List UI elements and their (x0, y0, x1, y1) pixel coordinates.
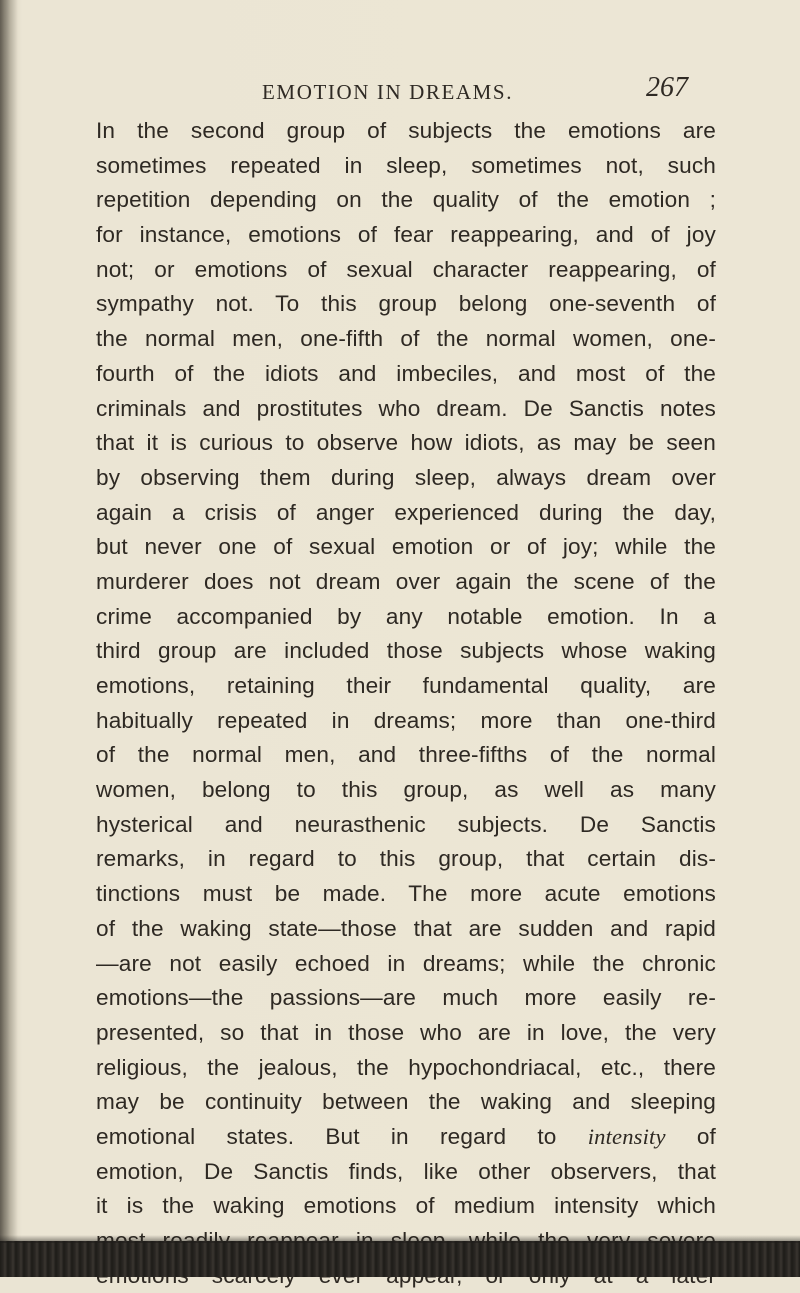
text-line: emotions, retaining their fundamental quality, are (96, 673, 716, 698)
text-line: for instance, emotions of fear reappearing, and of joy (96, 222, 716, 248)
italic-word: intensity (587, 1123, 666, 1149)
text-line: criminals and prostitutes who dream. De Sanctis notes (96, 395, 716, 421)
text-line: again a crisis of anger experienced during the day, (96, 499, 716, 525)
text-line: In the second group of subjects the emotions are (96, 118, 716, 143)
text-line: remarks, in regard to this group, that certain dis- (96, 846, 716, 872)
text-line: third group are included those subjects whose waking (96, 638, 716, 664)
text-line: sometimes repeated in sleep, sometimes not, such (96, 152, 716, 178)
text-line: tinctions must be made. The more acute emotions (96, 881, 716, 907)
text-line: habitually repeated in dreams; more than one-third (96, 707, 716, 733)
text-line: presented, so that in those who are in love, the very (96, 1019, 716, 1045)
text-line-head: emotional states. But in regard to (96, 1123, 557, 1149)
running-head: EMOTION IN DREAMS. (262, 80, 514, 104)
page-header (0, 68, 800, 108)
text-line: that it is curious to observe how idiots, as may be seen (96, 430, 716, 456)
text-line: —are not easily echoed in dreams; while the chronic (96, 950, 716, 976)
text-line: by observing them during sleep, always dream over (96, 464, 716, 490)
page-number: 267 (646, 72, 688, 103)
text-line: of the waking state—those that are sudden and rapid (96, 915, 716, 941)
text-line: fourth of the idiots and imbeciles, and most of the (96, 360, 716, 386)
text-line: it is the waking emotions of medium intensity which (96, 1193, 716, 1219)
text-line: emotions—the passions—are much more easily re- (96, 985, 716, 1011)
text-line: the normal men, one-fifth of the normal women, one- (96, 326, 716, 352)
text-line: women, belong to this group, as well as many (96, 777, 716, 803)
binding-shadow (0, 0, 18, 1277)
body-text (96, 114, 716, 1293)
text-line-tail: of (696, 1123, 716, 1149)
text-line: of the normal men, and three-fifths of the normal (96, 742, 716, 768)
text-line: emotion, De Sanctis finds, like other observers, that (96, 1158, 716, 1184)
text-line: not; or emotions of sexual character reappearing, of (96, 256, 716, 282)
text-line: hysterical and neurasthenic subjects. De Sanctis (96, 811, 716, 837)
text-line: may be continuity between the waking and sleeping (96, 1089, 716, 1115)
text-line: religious, the jealous, the hypochondriacal, etc., there (96, 1054, 716, 1080)
text-line: but never one of sexual emotion or of joy; while the (96, 534, 716, 560)
text-line: sympathy not. To this group belong one-seventh of (96, 291, 716, 317)
text-line-with-italic (96, 1120, 716, 1155)
text-line: crime accompanied by any notable emotion. In a (96, 603, 716, 629)
text-line: murderer does not dream over again the scene of the (96, 568, 716, 594)
text-line: repetition depending on the quality of the emotion ; (96, 187, 716, 213)
page-bottom-edge (0, 1241, 800, 1277)
